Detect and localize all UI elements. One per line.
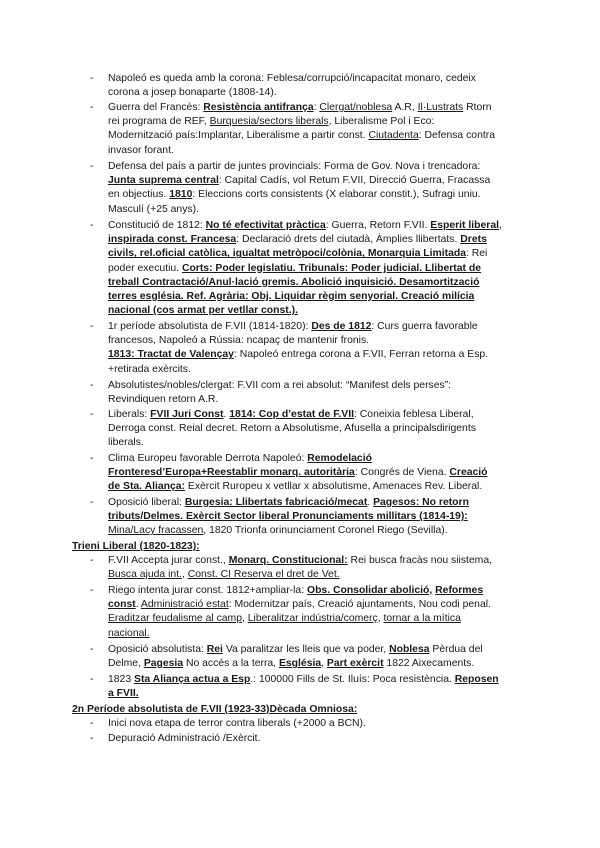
bullet-item <box>108 379 528 407</box>
bold-underlined-term: Fronteresd’Europa+Reestablir monarq. autoritària <box>108 467 355 479</box>
text-line <box>108 643 528 657</box>
text-run: 1822 Aixecaments. <box>383 658 475 670</box>
text-line <box>108 160 528 174</box>
text-line <box>108 72 528 86</box>
bullet-item <box>108 219 528 318</box>
bold-underlined-term: Monarq. Constitucional: <box>228 555 348 566</box>
bullet-dash: - <box>90 161 94 172</box>
text-run: Absolutistes/nobles/clergat: F.VII com a rei absolut: “Manifest dels perses”: <box>108 380 452 391</box>
text-line <box>108 480 528 494</box>
underlined-term: Burquesia/sectors liberals <box>209 116 329 128</box>
bold-underlined-term: Creació <box>449 467 488 479</box>
text-line <box>108 496 528 510</box>
text-run: Clima Europeu favorable Derrota Napoleó: <box>108 453 308 464</box>
underlined-term: Const. CI Reserva el dret de Vet. <box>187 569 340 581</box>
text-run: en objectius. <box>108 189 170 201</box>
bold-underlined-term: 1814: Cop d’estat de F.VII <box>229 409 355 420</box>
text-run: : Declaració drets del ciutadà, Àmplies llibertats. <box>236 234 461 246</box>
underlined-term: Clergat/noblesa <box>319 102 393 113</box>
text-run: : <box>313 102 320 113</box>
text-run: 1823 <box>108 674 135 685</box>
bullet-item <box>108 673 528 701</box>
text-line <box>108 627 528 641</box>
text-line <box>108 510 528 524</box>
bullet-item <box>108 320 528 377</box>
bullet-dash: - <box>90 674 94 685</box>
text-line <box>108 348 528 362</box>
text-line <box>108 101 528 115</box>
bold-underlined-term: Burgesia: Llibertats fabricació/mecat <box>184 497 368 508</box>
bullet-dash: - <box>90 220 94 231</box>
text-line <box>108 422 528 436</box>
bullet-item <box>108 554 528 582</box>
bold-underlined-term: No té efectivitat pràctica <box>205 220 326 231</box>
text-run: Riego intenta jurar const. 1812+ampliar-la: <box>108 585 307 596</box>
text-run: : Rei <box>466 248 488 260</box>
bold-underlined-term: Remodelació <box>307 453 372 464</box>
text-line <box>108 247 528 261</box>
text-run: Pèrdua del <box>429 644 483 655</box>
bullet-item <box>108 408 528 451</box>
text-run: Napoleó es queda amb la corona: Feblesa/corrupció/incapacitat monaro, cedeix <box>108 73 476 84</box>
text-line <box>108 568 528 582</box>
text-run: No accés a la terra, <box>183 658 279 670</box>
bold-underlined-term: civils, rel.oficial catòlica, igualtat metròpoci/colònia, Monarquia Limitada <box>108 248 466 260</box>
bullet-item <box>108 496 528 539</box>
text-run: Guerra del Francès: <box>108 102 204 113</box>
bullet-item <box>108 101 528 158</box>
section-heading: 2n Període absolutista de F.VII (1923-33)Dècada Omniosa: <box>72 704 358 715</box>
text-line <box>108 466 528 480</box>
underlined-term: Administració estat <box>140 599 229 611</box>
bold-underlined-term: Junta suprema central <box>108 175 219 187</box>
text-run: corona a josep bonaparte (1808-14). <box>108 87 277 99</box>
text-run: Rtorn <box>463 102 492 113</box>
underlined-term: tornar a la mítica <box>383 613 461 625</box>
text-run: Modernització país:Implantar, Liberalisme a partir const. <box>108 130 369 142</box>
bold-underlined-term: const <box>108 599 136 611</box>
text-run: Oposició absolutista: <box>108 644 207 655</box>
bullet-item <box>108 160 528 217</box>
bullet-dash: - <box>90 380 94 391</box>
text-line <box>108 174 528 188</box>
underlined-term: Eraditzar feudalisme al camp <box>108 613 242 625</box>
text-run: , <box>377 613 384 625</box>
bold-underlined-term: FVII Juri Const <box>150 409 224 420</box>
bold-underlined-term: inspirada const. Francesa <box>108 234 237 246</box>
text-line <box>108 219 528 233</box>
bullet-item <box>108 717 528 731</box>
text-run: , <box>499 220 502 231</box>
section-heading: Trieni Liberal (1820-1823): <box>72 541 200 552</box>
text-line <box>108 129 528 143</box>
text-run: Exèrcit Ruropeu x vetllar x absolutisme, Amenaces Rev. Liberal. <box>185 481 483 493</box>
bullet-dash: - <box>90 453 94 464</box>
bold-underlined-term: Pagesia <box>143 658 184 670</box>
text-run: : Defensa contra <box>418 130 495 142</box>
underlined-term: Busca ajuda int. <box>108 569 182 581</box>
text-run: Constitució de 1812: <box>108 220 206 231</box>
text-run: Masculí (+25 anys). <box>108 203 199 215</box>
bold-underlined-term: Des de 1812 <box>311 321 372 332</box>
text-line <box>108 379 528 393</box>
bullet-dash: - <box>90 497 94 508</box>
bold-underlined-term: 1813: Tractat de Valençay <box>108 349 234 361</box>
text-run: 1r període absolutista de F.VII (1814-1820): <box>108 321 312 332</box>
bold-underlined-term: nacional (cos armat per vetllar const.). <box>108 305 298 317</box>
text-line <box>108 144 528 158</box>
text-line <box>108 732 528 746</box>
text-run: invasor forant. <box>108 144 174 156</box>
bullet-dash: - <box>90 102 94 113</box>
text-run: , Liberalisme Pol i Eco: <box>328 116 435 128</box>
text-run: Derroga const. Reial decret. Retorn a Absolutisme, Afusella a principalsdirigents <box>108 423 476 435</box>
text-line <box>108 276 528 290</box>
underlined-term: Liberalitzar indústria/comerç <box>247 613 378 625</box>
underlined-term: Ciutadenta <box>368 130 419 142</box>
bold-underlined-term: a FVII. <box>108 688 139 700</box>
bullet-item <box>108 732 528 746</box>
bold-underlined-term: treball Contractació/Anul·lació gremis. Abolició inquisició. Desamortització <box>108 276 480 288</box>
text-run: . <box>367 497 374 508</box>
text-line <box>108 393 528 407</box>
text-run: Va paralitzar les lleis que va poder, <box>222 644 390 655</box>
text-run: Rei busca fracàs nou siistema, <box>347 555 493 566</box>
text-line <box>108 86 528 100</box>
bold-underlined-term: terres església. Ref. Agrària: Obj. Liquidar règim senyorial. Creació milícia <box>108 291 475 303</box>
text-run: Inici nova etapa de terror contra liberals (+2000 a BCN). <box>108 718 366 729</box>
text-run: +retirada exèrcits. <box>108 363 191 375</box>
bold-underlined-term: Reposen <box>454 674 499 685</box>
text-line <box>108 717 528 731</box>
text-line <box>108 436 528 450</box>
bullet-item <box>108 452 528 495</box>
text-run: Defensa del país a partir de juntes provincials: Forma de Gov. Nova i trencadora: <box>108 161 481 172</box>
text-run: Delme, <box>108 658 144 670</box>
text-run: Oposició liberal: <box>108 497 185 508</box>
text-run: : Eleccions corts consistents (X elaborar constit.), Sufragi uniu. <box>192 189 481 201</box>
text-run: : Congrés de Viena. <box>354 467 450 479</box>
underlined-term: nacional. <box>108 627 150 639</box>
text-line <box>108 262 528 276</box>
bold-underlined-term: Pagesos: No retorn <box>373 497 469 508</box>
text-run: . <box>135 599 141 611</box>
text-run: Liberals: <box>108 409 151 420</box>
text-line <box>108 584 528 598</box>
text-run: Depuració Administració /Exèrcit. <box>108 733 261 744</box>
text-line <box>108 598 528 612</box>
text-run: , <box>181 569 188 581</box>
bold-underlined-term: Resistència antifrança <box>203 102 314 113</box>
bullet-dash: - <box>90 555 94 566</box>
bullet-item <box>108 584 528 641</box>
text-run: : Curs guerra favorable <box>371 321 478 332</box>
text-run: . <box>223 409 230 420</box>
bullet-dash: - <box>90 409 94 420</box>
text-line <box>108 363 528 377</box>
underlined-term: Mina/Lacy fracassen <box>108 525 204 537</box>
text-line <box>108 687 528 701</box>
text-run: : Guerra, Retorn F.VII. <box>325 220 431 231</box>
text-run: francesos, Napoleó a Rússia: ncapaç de mantenir fronis. <box>108 335 370 347</box>
text-line <box>108 452 528 466</box>
text-line <box>108 334 528 348</box>
bold-underlined-term: de Sta. Aliança: <box>108 481 185 493</box>
text-line <box>108 320 528 334</box>
text-line <box>108 657 528 671</box>
text-run: , 1820 Trionfa orinunciament Coronel Riego (Sevilla). <box>203 525 448 537</box>
text-line <box>108 203 528 217</box>
text-run: poder executiu. <box>108 262 182 274</box>
bold-underlined-term: Església <box>278 658 322 670</box>
bold-underlined-term: Rei <box>206 644 223 655</box>
bold-underlined-term: Obs. Consolidar abolició, <box>306 585 433 596</box>
text-run: .: 100000 Fills de St. Iluís: Poca resistència. <box>250 674 455 685</box>
text-run: , <box>241 613 248 625</box>
bullet-item <box>108 643 528 671</box>
bullet-dash: - <box>90 733 94 744</box>
text-line <box>108 673 528 687</box>
bold-underlined-term: Reformes <box>435 585 484 596</box>
text-run: : Capital Cadís, vol Retum F.VII, Direcció Guerra, Fracassa <box>218 175 491 187</box>
text-line <box>108 290 528 304</box>
bold-underlined-term: Esperit liberal <box>430 220 500 231</box>
text-line <box>108 408 528 422</box>
bold-underlined-term: Sta Aliança actua a Esp <box>134 674 251 685</box>
text-run: : Coneixia feblesa Liberal, <box>354 409 474 420</box>
text-line <box>108 304 528 318</box>
bullet-dash: - <box>90 718 94 729</box>
bullet-dash: - <box>90 644 94 655</box>
text-run: A.R, <box>392 102 418 113</box>
text-run: , <box>321 658 327 670</box>
text-line <box>108 524 528 538</box>
text-run: : Modernitzar país, Creació ajuntaments, Nou codi penal. <box>228 599 491 611</box>
text-run: rei programa de REF, <box>108 116 210 128</box>
text-line <box>108 233 528 247</box>
bullet-dash: - <box>90 73 94 84</box>
text-run: liberals. <box>108 437 144 449</box>
text-run: F.VII Accepta jurar const., <box>108 555 229 566</box>
bold-underlined-term: tributs/Delmes. Exèrcit Sector liberal Pronunciaments millitars (1814-19): <box>108 511 468 523</box>
text-run: Revindiquen retorn A.R. <box>108 394 219 406</box>
text-line <box>108 115 528 129</box>
text-run: : Napoleó entrega corona a F.VII, Ferran retorna a Esp. <box>233 349 489 361</box>
bullet-dash: - <box>90 321 94 332</box>
text-line <box>108 188 528 202</box>
underlined-term: Il·Lustrats <box>417 102 464 113</box>
bold-underlined-term: Drets <box>460 234 487 246</box>
bullet-dash: - <box>90 585 94 596</box>
bullet-item <box>108 72 528 100</box>
bold-underlined-term: 1810 <box>169 189 193 201</box>
text-line <box>108 612 528 626</box>
text-line <box>108 554 528 568</box>
bold-underlined-term: Corts: Poder legislatiu. Tribunals: Poder judicial. Llibertat de <box>181 262 482 274</box>
bold-underlined-term: Part exèrcit <box>326 658 384 670</box>
bold-underlined-term: Noblesa <box>389 644 430 655</box>
